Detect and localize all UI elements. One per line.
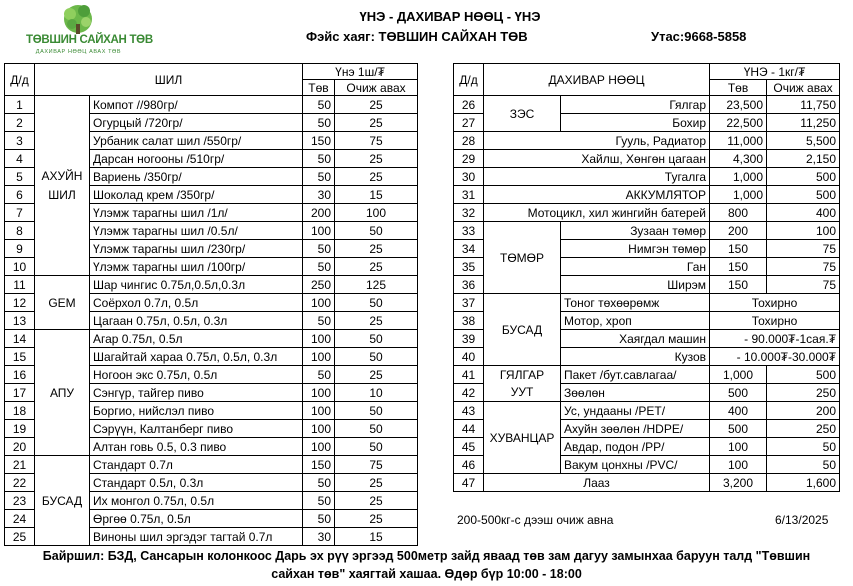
facebook-address: Фэйс хаяг: ТӨВШИН САЙХАН ТӨВ (306, 29, 528, 44)
row-pickup: 15 (335, 528, 418, 546)
table-row (5, 456, 418, 474)
header-no: Д/д (454, 64, 484, 96)
group-ahuin-shil: АХУЙН ШИЛ (35, 96, 90, 276)
row-pickup: 250 (767, 420, 840, 438)
row-tov: 100 (303, 330, 335, 348)
row-name: Виноны шил эргэдэг тагтай 0.7л (90, 528, 303, 546)
table-row (454, 186, 840, 204)
row-tov: 30 (303, 528, 335, 546)
row-no: 2 (5, 114, 35, 132)
row-price: - 90.000₮-1сая.₮ (710, 330, 840, 348)
row-no: 6 (5, 186, 35, 204)
group-busad: БУСАД (35, 456, 90, 546)
row-pickup: 100 (767, 222, 840, 240)
row-name: Өргөө 0.75л, 0.5л (90, 510, 303, 528)
row-no: 35 (454, 258, 484, 276)
row-no: 26 (454, 96, 484, 114)
row-no: 29 (454, 150, 484, 168)
row-name: Зөөлөн (561, 384, 710, 402)
row-pickup: 75 (767, 240, 840, 258)
row-tov: 50 (303, 312, 335, 330)
row-pickup: 15 (335, 186, 418, 204)
row-no: 27 (454, 114, 484, 132)
row-no: 38 (454, 312, 484, 330)
row-pickup: 25 (335, 258, 418, 276)
row-name: Шагайтай хараа 0.75л, 0.5л, 0.3л (90, 348, 303, 366)
row-pickup: 75 (767, 258, 840, 276)
row-price: Тохирно (710, 294, 840, 312)
row-tov: 23,500 (710, 96, 767, 114)
row-tov: 50 (303, 258, 335, 276)
row-tov: 100 (710, 456, 767, 474)
row-pickup: 75 (335, 456, 418, 474)
row-tov: 50 (303, 474, 335, 492)
row-no: 4 (5, 150, 35, 168)
row-pickup: 200 (767, 402, 840, 420)
row-tov: 100 (303, 402, 335, 420)
table-row (454, 132, 840, 150)
row-tov: 50 (303, 150, 335, 168)
row-tov: 100 (303, 294, 335, 312)
row-no: 36 (454, 276, 484, 294)
row-name: Тугалга (484, 168, 710, 186)
table-row (5, 96, 418, 114)
row-name: Ширэм (561, 276, 710, 294)
row-name: Хаягдал машин (561, 330, 710, 348)
row-tov: 800 (710, 204, 767, 222)
row-tov: 50 (303, 492, 335, 510)
row-no: 15 (5, 348, 35, 366)
group-tumur: ТӨМӨР (484, 222, 561, 294)
date-label: 6/13/2025 (775, 513, 829, 527)
address-footer (0, 547, 853, 583)
row-no: 9 (5, 240, 35, 258)
table-row (454, 96, 840, 114)
row-name: Урбаник салат шил /550гр/ (90, 132, 303, 150)
row-no: 18 (5, 402, 35, 420)
row-tov: 50 (303, 510, 335, 528)
row-no: 33 (454, 222, 484, 240)
header-price: Үнэ 1ш/₮ (303, 64, 418, 80)
row-tov: 50 (303, 114, 335, 132)
row-name: Хайлш, Хөнгөн цагаан (484, 150, 710, 168)
row-name: Пакет /бут.савлагаа/ (561, 366, 710, 384)
table-row (454, 402, 840, 420)
row-name: Шоколад крем /350гр/ (90, 186, 303, 204)
row-no: 44 (454, 420, 484, 438)
row-no: 42 (454, 384, 484, 402)
row-pickup: 25 (335, 474, 418, 492)
row-no: 45 (454, 438, 484, 456)
address-line-1: Байршил: БЗД, Сансарын колонкоос Дарь эх рүү эргээд 500метр зайд яваад төв зам дагуу замынхаа баруун талд "Төвшин (42, 549, 811, 563)
row-no: 41 (454, 366, 484, 384)
logo (26, 2, 153, 60)
row-no: 39 (454, 330, 484, 348)
row-name: Гялгар (561, 96, 710, 114)
row-pickup: 25 (335, 150, 418, 168)
row-pickup: 25 (335, 96, 418, 114)
row-name: Сэнгүр, тайгер пиво (90, 384, 303, 402)
row-tov: 100 (303, 384, 335, 402)
recycling-price-table (453, 63, 840, 492)
table-row (454, 168, 840, 186)
row-no: 31 (454, 186, 484, 204)
row-name: Үлэмж тарагны шил /1л/ (90, 204, 303, 222)
header-item: ШИЛ (35, 64, 303, 96)
row-no: 13 (5, 312, 35, 330)
header-pickup: Очиж авах (335, 80, 418, 96)
row-no: 22 (5, 474, 35, 492)
row-no: 7 (5, 204, 35, 222)
row-tov: 50 (303, 366, 335, 384)
group-gem: GEM (35, 276, 90, 330)
row-name: Шар чингис 0.75л,0.5л,0.3л (90, 276, 303, 294)
table-row (454, 474, 840, 492)
row-no: 5 (5, 168, 35, 186)
group-busad: БУСАД (484, 294, 561, 366)
row-no: 16 (5, 366, 35, 384)
min-weight-note: 200-500кг-с дээш очиж авна (457, 513, 614, 527)
row-pickup: 500 (767, 366, 840, 384)
row-tov: 4,300 (710, 150, 767, 168)
row-pickup: 400 (767, 204, 840, 222)
row-pickup: 125 (335, 276, 418, 294)
row-name: Ахуйн зөөлөн /HDPE/ (561, 420, 710, 438)
row-no: 3 (5, 132, 35, 150)
row-tov: 250 (303, 276, 335, 294)
row-pickup: 50 (335, 438, 418, 456)
row-pickup: 500 (767, 186, 840, 204)
header-tov: Төв (303, 80, 335, 96)
header-tov: Төв (710, 80, 767, 96)
row-no: 14 (5, 330, 35, 348)
row-no: 8 (5, 222, 35, 240)
row-name: Вакум цонхны /PVC/ (561, 456, 710, 474)
row-tov: 150 (303, 132, 335, 150)
row-no: 28 (454, 132, 484, 150)
row-tov: 22,500 (710, 114, 767, 132)
row-tov: 500 (710, 420, 767, 438)
row-tov: 3,200 (710, 474, 767, 492)
row-pickup: 50 (767, 456, 840, 474)
group-gyalgar-uut: ГЯЛГАР УУТ (484, 366, 561, 402)
glass-price-table (4, 63, 418, 546)
row-pickup: 75 (767, 276, 840, 294)
row-no: 21 (5, 456, 35, 474)
row-name: Тоног төхөөрөмж (561, 294, 710, 312)
table-row (5, 276, 418, 294)
row-no: 37 (454, 294, 484, 312)
row-no: 19 (5, 420, 35, 438)
row-no: 17 (5, 384, 35, 402)
row-pickup: 500 (767, 168, 840, 186)
row-name: Авдар, подон /PP/ (561, 438, 710, 456)
row-no: 11 (5, 276, 35, 294)
row-pickup: 50 (335, 330, 418, 348)
row-tov: 100 (303, 420, 335, 438)
row-pickup: 25 (335, 240, 418, 258)
row-pickup: 25 (335, 510, 418, 528)
row-tov: 200 (710, 222, 767, 240)
row-tov: 500 (710, 384, 767, 402)
row-pickup: 25 (335, 114, 418, 132)
phone-number: Утас:9668-5858 (651, 29, 747, 44)
row-tov: 50 (303, 168, 335, 186)
row-pickup: 50 (335, 294, 418, 312)
header-no: Д/д (5, 64, 35, 96)
row-tov: 50 (303, 240, 335, 258)
row-name: Боргио, нийслэл пиво (90, 402, 303, 420)
table-row (454, 204, 840, 222)
row-pickup: 50 (767, 438, 840, 456)
row-pickup: 250 (767, 384, 840, 402)
row-tov: 200 (303, 204, 335, 222)
row-name: Соёрхол 0.7л, 0.5л (90, 294, 303, 312)
row-name: Их монгол 0.75л, 0.5л (90, 492, 303, 510)
row-no: 40 (454, 348, 484, 366)
row-name: Огурцый /720гр/ (90, 114, 303, 132)
row-tov: 150 (303, 456, 335, 474)
row-no: 1 (5, 96, 35, 114)
row-price: Тохирно (710, 312, 840, 330)
row-name: Ган (561, 258, 710, 276)
row-pickup: 25 (335, 312, 418, 330)
address-line-2: сайхан төв" хаягтай хашаа. Өдөр бүр 10:00 - 18:00 (271, 567, 582, 581)
row-no: 32 (454, 204, 484, 222)
table-row (454, 150, 840, 168)
row-name: Нимгэн төмөр (561, 240, 710, 258)
row-name: Үлэмж тарагны шил /0.5л/ (90, 222, 303, 240)
row-name: Үлэмж тарагны шил /230гр/ (90, 240, 303, 258)
row-name: Үлэмж тарагны шил /100гр/ (90, 258, 303, 276)
row-name: Стандарт 0.5л, 0.3л (90, 474, 303, 492)
table-row (454, 294, 840, 312)
row-pickup: 50 (335, 402, 418, 420)
row-pickup: 25 (335, 366, 418, 384)
row-no: 10 (5, 258, 35, 276)
logo-tagline: ДАХИВАР НӨӨЦ АВАХ ТӨВ (35, 49, 122, 55)
row-tov: 1,000 (710, 366, 767, 384)
row-tov: 150 (710, 258, 767, 276)
row-tov: 100 (710, 438, 767, 456)
row-name: Мотоцикл, хил жингийн батерей (484, 204, 710, 222)
row-pickup: 75 (335, 132, 418, 150)
row-name: Дарсан ногооны /510гр/ (90, 150, 303, 168)
row-name: Алтан говь 0.5, 0.3 пиво (90, 438, 303, 456)
row-name: Ус, ундааны /PET/ (561, 402, 710, 420)
row-name: Компот //980гр/ (90, 96, 303, 114)
row-no: 46 (454, 456, 484, 474)
row-price: - 10.000₮-30.000₮ (710, 348, 840, 366)
row-tov: 50 (303, 96, 335, 114)
row-no: 43 (454, 402, 484, 420)
row-tov: 100 (303, 438, 335, 456)
row-pickup: 2,150 (767, 150, 840, 168)
logo-brand: ТӨВШИН САЙХАН ТӨВ (26, 34, 153, 46)
row-name: Мотор, хроп (561, 312, 710, 330)
row-pickup: 25 (335, 168, 418, 186)
group-zes: ЗЭС (484, 96, 561, 132)
row-name: Бохир (561, 114, 710, 132)
row-tov: 11,000 (710, 132, 767, 150)
row-no: 23 (5, 492, 35, 510)
row-pickup: 50 (335, 222, 418, 240)
row-pickup: 5,500 (767, 132, 840, 150)
header-price: ҮНЭ - 1кг/₮ (710, 64, 840, 80)
header-pickup: Очиж авах (767, 80, 840, 96)
tree-icon (26, 2, 131, 36)
row-name: Сэрүүн, Калтанберг пиво (90, 420, 303, 438)
row-name: Гууль, Радиатор (484, 132, 710, 150)
table-row (454, 366, 840, 384)
row-pickup: 50 (335, 420, 418, 438)
page-title: ҮНЭ - ДАХИВАР НӨӨЦ - ҮНЭ (359, 9, 541, 24)
row-no: 12 (5, 294, 35, 312)
row-no: 25 (5, 528, 35, 546)
row-pickup: 25 (335, 492, 418, 510)
row-tov: 1,000 (710, 186, 767, 204)
row-name: Цагаан 0.75л, 0.5л, 0.3л (90, 312, 303, 330)
row-tov: 30 (303, 186, 335, 204)
row-tov: 400 (710, 402, 767, 420)
row-name: Лааз (484, 474, 710, 492)
row-no: 20 (5, 438, 35, 456)
row-pickup: 50 (335, 348, 418, 366)
row-no: 47 (454, 474, 484, 492)
row-no: 34 (454, 240, 484, 258)
row-name: Ногоон экс 0.75л, 0.5л (90, 366, 303, 384)
header-item: ДАХИВАР НӨӨЦ (484, 64, 710, 96)
row-name: Стандарт 0.7л (90, 456, 303, 474)
row-pickup: 10 (335, 384, 418, 402)
table-row (454, 222, 840, 240)
row-pickup: 11,250 (767, 114, 840, 132)
row-no: 24 (5, 510, 35, 528)
table-row (5, 330, 418, 348)
group-huvantsar: ХУВАНЦАР (484, 402, 561, 474)
row-tov: 100 (303, 348, 335, 366)
row-name: Зузаан төмөр (561, 222, 710, 240)
row-tov: 100 (303, 222, 335, 240)
row-tov: 1,000 (710, 168, 767, 186)
row-pickup: 11,750 (767, 96, 840, 114)
row-name: Агар 0.75л, 0.5л (90, 330, 303, 348)
group-apu: АПУ (35, 330, 90, 456)
row-pickup: 100 (335, 204, 418, 222)
row-name: Вариень /350гр/ (90, 168, 303, 186)
row-no: 30 (454, 168, 484, 186)
row-tov: 150 (710, 276, 767, 294)
row-name: АККУМЛЯТОР (484, 186, 710, 204)
row-pickup: 1,600 (767, 474, 840, 492)
row-name: Кузов (561, 348, 710, 366)
row-tov: 150 (710, 240, 767, 258)
